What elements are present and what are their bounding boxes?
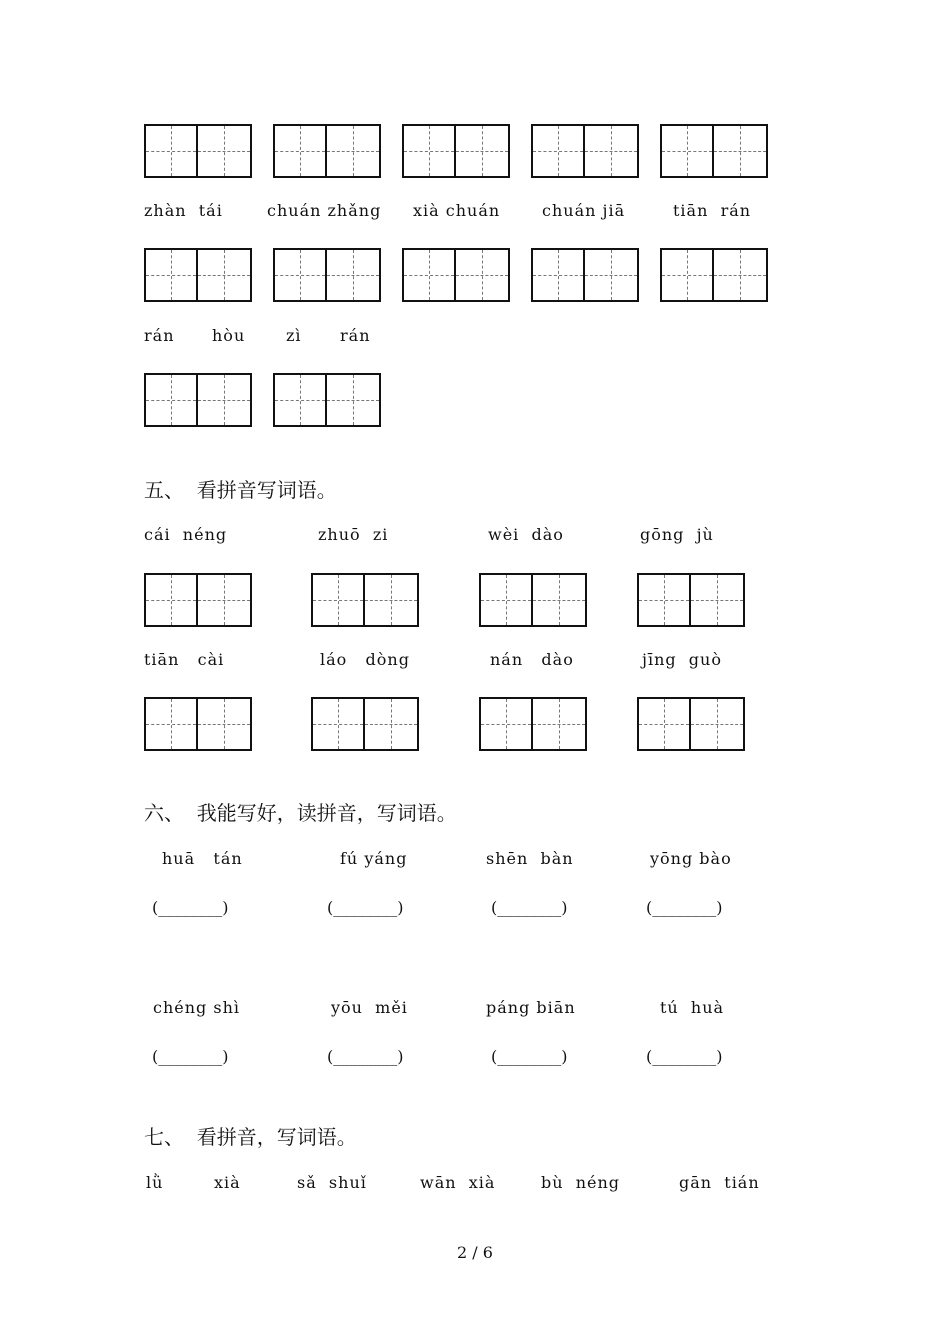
pinyin-laodong: láo dòng: [320, 650, 410, 669]
pinyin-zhantai: zhàn tái: [144, 201, 223, 220]
box-s4-r1-5[interactable]: [660, 124, 768, 178]
pinyin-shenban: shēn bàn: [486, 849, 574, 868]
section5-heading: 五、 看拼音写词语。: [144, 478, 337, 502]
box-s4-r2-3[interactable]: [402, 248, 510, 302]
pinyin-caineng: cái néng: [144, 525, 228, 544]
pinyin-zhuozi: zhuō zi: [318, 525, 389, 544]
pinyin-wanxia: wān xià: [420, 1173, 496, 1192]
pinyin-pangbian: páng biān: [486, 998, 576, 1017]
pinyin-chuanzhang: chuán zhǎng: [267, 201, 382, 220]
box-s5-r2-2[interactable]: [311, 697, 419, 751]
box-s4-r1-3[interactable]: [402, 124, 510, 178]
pinyin-ran: rán: [144, 326, 175, 345]
pinyin-zi: zì: [286, 326, 302, 345]
pinyin-gongju: gōng jù: [640, 525, 714, 544]
pinyin-yongbao: yōng bào: [650, 849, 732, 868]
box-s4-r2-4[interactable]: [531, 248, 639, 302]
pinyin-chengshi: chéng shì: [153, 998, 240, 1017]
answer-blank-2[interactable]: (________): [327, 898, 404, 917]
box-s4-r2-1[interactable]: [144, 248, 252, 302]
box-s5-r2-3[interactable]: [479, 697, 587, 751]
pinyin-xia: xià: [214, 1173, 241, 1192]
box-s5-r2-4[interactable]: [637, 697, 745, 751]
box-s4-r3-2[interactable]: [273, 373, 381, 427]
pinyin-tianran: tiān rán: [673, 201, 752, 220]
pinyin-chuanjia: chuán jiā: [542, 201, 626, 220]
pinyin-ran2: rán: [340, 326, 371, 345]
pinyin-fuyang: fú yáng: [340, 849, 408, 868]
pinyin-huatan: huā tán: [162, 849, 243, 868]
pinyin-buneng: bù néng: [541, 1173, 621, 1192]
page-number: 2 / 6: [457, 1243, 493, 1262]
pinyin-xiachuan: xià chuán: [413, 201, 501, 220]
pinyin-nandao: nán dào: [490, 650, 574, 669]
box-s5-r1-1[interactable]: [144, 573, 252, 627]
pinyin-youmei: yōu měi: [331, 998, 408, 1017]
box-s4-r1-2[interactable]: [273, 124, 381, 178]
box-s5-r1-2[interactable]: [311, 573, 419, 627]
pinyin-lu: lǜ: [146, 1173, 164, 1192]
box-s4-r2-5[interactable]: [660, 248, 768, 302]
answer-blank-6[interactable]: (________): [327, 1047, 404, 1066]
pinyin-weidao: wèi dào: [488, 525, 564, 544]
pinyin-hou: hòu: [212, 326, 246, 345]
pinyin-jingguo: jīng guò: [642, 650, 722, 669]
answer-blank-7[interactable]: (________): [491, 1047, 568, 1066]
answer-blank-5[interactable]: (________): [152, 1047, 229, 1066]
answer-blank-3[interactable]: (________): [491, 898, 568, 917]
box-s4-r2-2[interactable]: [273, 248, 381, 302]
section7-heading: 七、 看拼音，写词语。: [144, 1125, 357, 1149]
pinyin-tuhua: tú huà: [660, 998, 725, 1017]
box-s4-r3-1[interactable]: [144, 373, 252, 427]
section6-heading: 六、 我能写好，读拼音，写词语。: [144, 801, 457, 825]
box-s5-r1-3[interactable]: [479, 573, 587, 627]
pinyin-sashui: sǎ shuǐ: [297, 1173, 367, 1192]
answer-blank-4[interactable]: (________): [646, 898, 723, 917]
box-s4-r1-1[interactable]: [144, 124, 252, 178]
answer-blank-8[interactable]: (________): [646, 1047, 723, 1066]
box-s4-r1-4[interactable]: [531, 124, 639, 178]
box-s5-r2-1[interactable]: [144, 697, 252, 751]
pinyin-tiancai: tiān cài: [144, 650, 225, 669]
answer-blank-1[interactable]: (________): [152, 898, 229, 917]
pinyin-gantian: gān tián: [679, 1173, 760, 1192]
box-s5-r1-4[interactable]: [637, 573, 745, 627]
